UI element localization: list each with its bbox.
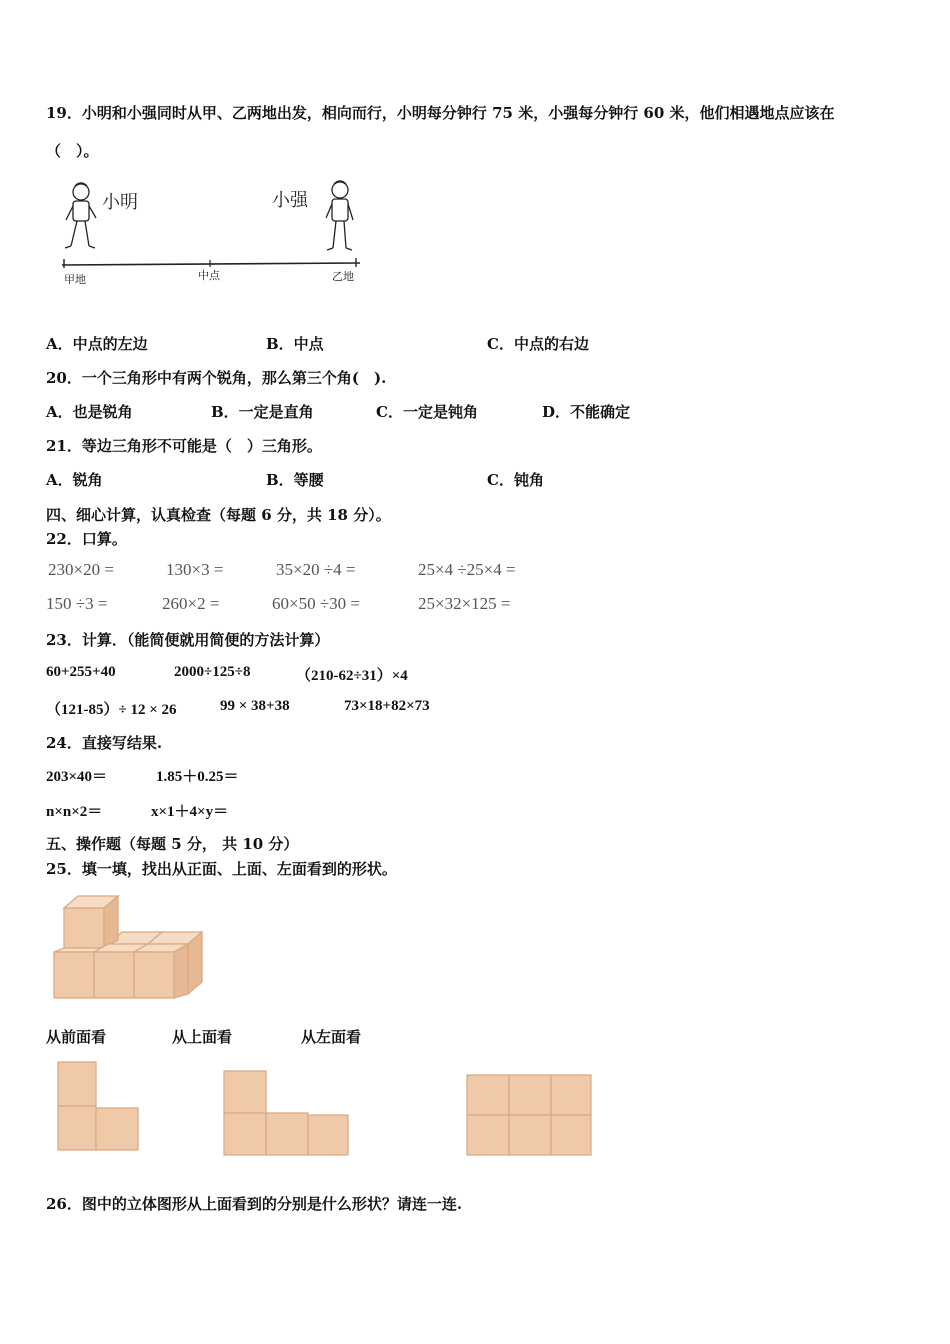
q24-item: 1.85＋0.25＝ bbox=[156, 769, 239, 785]
q19-option-c[interactable]: C．中点的右边 bbox=[487, 335, 589, 353]
view-label-top: 从上面看 bbox=[172, 1028, 233, 1046]
q20-option-d[interactable]: D．不能确定 bbox=[542, 403, 631, 421]
q24-stem: 24．直接写结果. bbox=[46, 734, 163, 752]
q21-option-b[interactable]: B．等腰 bbox=[266, 471, 324, 489]
q23-item: 73×18+82×73 bbox=[344, 698, 430, 714]
q22-item: 35×20 ÷4 = bbox=[276, 560, 356, 579]
q21-option-c[interactable]: C．钝角 bbox=[487, 471, 544, 489]
q26-stem: 26．图中的立体图形从上面看到的分别是什么形状？请连一连. bbox=[46, 1195, 463, 1213]
cube-stack-figure bbox=[50, 892, 205, 1002]
q21-stem: 21．等边三角形不可能是（ ）三角形。 bbox=[46, 437, 322, 455]
q19-blank: （ ）。 bbox=[46, 142, 99, 160]
path-line bbox=[62, 263, 360, 265]
q19-stem: 19．小明和小强同时从甲、乙两地出发，相向而行，小明每分钟行 75 米，小强每分钟行 60 米，他们相遇地点应该在 bbox=[46, 104, 835, 122]
q19-option-b[interactable]: B．中点 bbox=[266, 335, 324, 353]
view-shape-1[interactable] bbox=[56, 1060, 142, 1154]
q22-item: 230×20 = bbox=[48, 560, 114, 579]
q24-item: n×n×2＝ bbox=[46, 804, 103, 820]
q24-item: x×1＋4×y＝ bbox=[151, 804, 229, 820]
q19-option-a[interactable]: A．中点的左边 bbox=[46, 335, 148, 353]
q23-item: （121-85）÷ 12 × 26 bbox=[46, 702, 177, 718]
q22-stem: 22．口算。 bbox=[46, 530, 127, 548]
q23-item: （210-62÷31）×4 bbox=[296, 668, 408, 684]
q20-stem: 20．一个三角形中有两个锐角，那么第三个角( ). bbox=[46, 369, 387, 387]
end-label: 乙地 bbox=[332, 270, 354, 283]
q24-item: 203×40＝ bbox=[46, 769, 108, 785]
person-a-label: 小明 bbox=[102, 192, 138, 213]
q21-option-a[interactable]: A．锐角 bbox=[46, 471, 103, 489]
q22-item: 25×4 ÷25×4 = bbox=[418, 560, 516, 579]
q22-item: 260×2 = bbox=[162, 594, 220, 613]
q23-item: 2000÷125÷8 bbox=[174, 664, 251, 680]
q22-item: 60×50 ÷30 = bbox=[272, 594, 361, 613]
section4-heading: 四、细心计算，认真检查（每题 6 分，共 18 分）。 bbox=[46, 506, 391, 524]
view-label-front: 从前面看 bbox=[46, 1028, 107, 1046]
xiaoming-figure bbox=[65, 183, 96, 248]
mid-label: 中点 bbox=[198, 269, 220, 282]
q19-figure bbox=[56, 176, 366, 294]
q23-item: 99 × 38+38 bbox=[220, 698, 290, 714]
view-shape-2[interactable] bbox=[222, 1069, 352, 1159]
q20-option-c[interactable]: C．一定是钝角 bbox=[376, 403, 478, 421]
q22-item: 150 ÷3 = bbox=[46, 594, 108, 613]
section5-heading: 五、操作题（每题 5 分， 共 10 分） bbox=[46, 835, 299, 853]
q22-item: 130×3 = bbox=[166, 560, 224, 579]
q22-item: 25×32×125 = bbox=[418, 594, 511, 613]
start-label: 甲地 bbox=[64, 273, 86, 286]
q25-stem: 25．填一填，找出从正面、上面、左面看到的形状。 bbox=[46, 860, 397, 878]
q23-item: 60+255+40 bbox=[46, 664, 116, 680]
q23-stem: 23．计算．（能简便就用简便的方法计算） bbox=[46, 631, 330, 649]
view-label-left: 从左面看 bbox=[301, 1028, 362, 1046]
xiaoqiang-figure bbox=[326, 181, 353, 250]
view-shape-3[interactable] bbox=[465, 1073, 595, 1159]
q20-option-a[interactable]: A．也是锐角 bbox=[46, 403, 133, 421]
q20-option-b[interactable]: B．一定是直角 bbox=[211, 403, 314, 421]
person-b-label: 小强 bbox=[272, 190, 308, 211]
